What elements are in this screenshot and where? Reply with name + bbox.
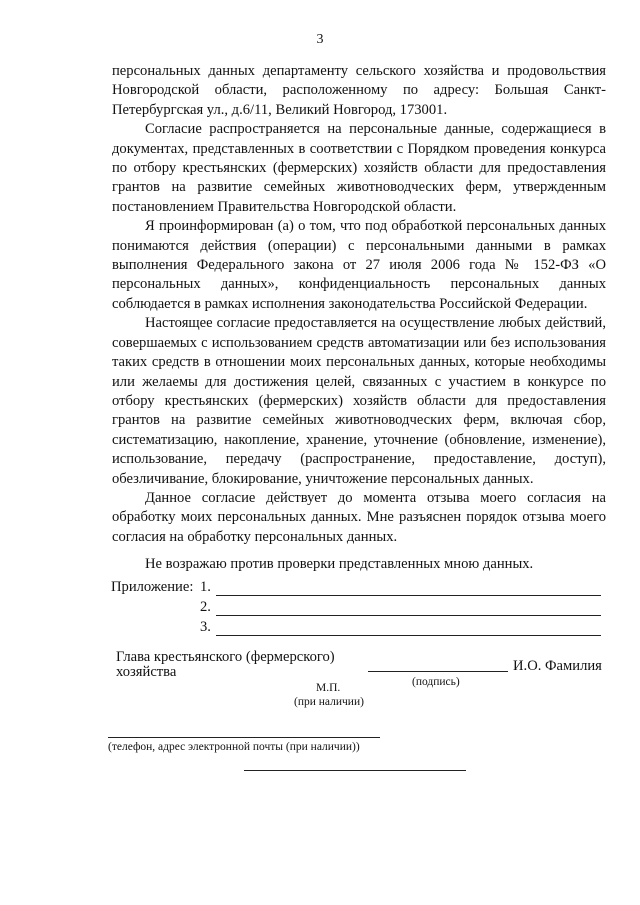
- signer-title-line1: Глава крестьянского (фермерского): [116, 649, 335, 665]
- attachment-item-1-line: [216, 595, 601, 596]
- stamp-label: М.П.: [316, 682, 341, 694]
- attachment-label: Приложение:: [111, 579, 194, 595]
- paragraph-scope: Согласие распространяется на персональные данные, содержащиеся в документах, представленных в соответствии с Порядком проведения конкурса по отбору крестьянских (фермерских) хозяйств области для предоставления грантов на развитие семейных животноводческих ферм, утвержденным постановлением Правительства Новгородской области.: [112, 121, 606, 215]
- signature-hint: (подпись): [412, 676, 460, 688]
- signer-title-line2: хозяйства: [116, 664, 177, 680]
- page-number: 3: [316, 32, 324, 47]
- signature-line: [368, 671, 508, 672]
- contact-line: [108, 737, 380, 738]
- attachment-item-3-number: 3.: [200, 619, 211, 635]
- paragraph-verification: Не возражаю против проверки представленных мною данных.: [145, 556, 534, 573]
- paragraph-validity: Данное согласие действует до момента отзыва моего согласия на обработку моих персональных данных. Мне разъяснен порядок отзыва моего согласия на обработку персональных данных.: [112, 489, 606, 545]
- paragraph-actions: Настоящее согласие предоставляется на осуществление любых действий, совершаемых с использованием средств автоматизации или без использования таких средств в отношении моих персональных данных, которые необходимы или желаемы для достижения целей, связанных с участием в конкурсе по отбору крестьянских (фермерских) хозяйств области для предоставления грантов на развитие семейных животноводческих ферм, включая сбор, систематизацию, накопление, хранение, уточнение (обновление, изменение), использование, передачу (распространение, предоставление, доступ), обезличивание, блокирование, уничтожение персональных данных.: [112, 315, 606, 487]
- paragraph-informed: Я проинформирован (а) о том, что под обработкой персональных данных понимаются действия (операции) с персональными данными в рамках выполнения Федерального закона от 27 июля 2006 года № 152-ФЗ «О персональных данных», конфиденциальность персональных данных соблюдается в рамках исполнения законодательства Российской Федерации.: [112, 218, 606, 312]
- attachment-item-2-line: [216, 615, 601, 616]
- attachment-item-1-number: 1.: [200, 579, 211, 595]
- contact-hint: (телефон, адрес электронной почты (при наличии)): [108, 741, 360, 753]
- attachment-item-2-number: 2.: [200, 599, 211, 615]
- paragraph-recipient: персональных данных департаменту сельского хозяйства и продовольствия Новгородской области, расположенному по адресу: Большая Санкт-Петербургская ул., д.6/11, Великий Новгород, 173001.: [112, 63, 606, 118]
- stamp-note: (при наличии): [294, 696, 364, 708]
- signer-name: И.О. Фамилия: [513, 658, 602, 674]
- consent-body: [112, 62, 606, 575]
- bottom-line: [244, 770, 466, 771]
- attachment-item-3-line: [216, 635, 601, 636]
